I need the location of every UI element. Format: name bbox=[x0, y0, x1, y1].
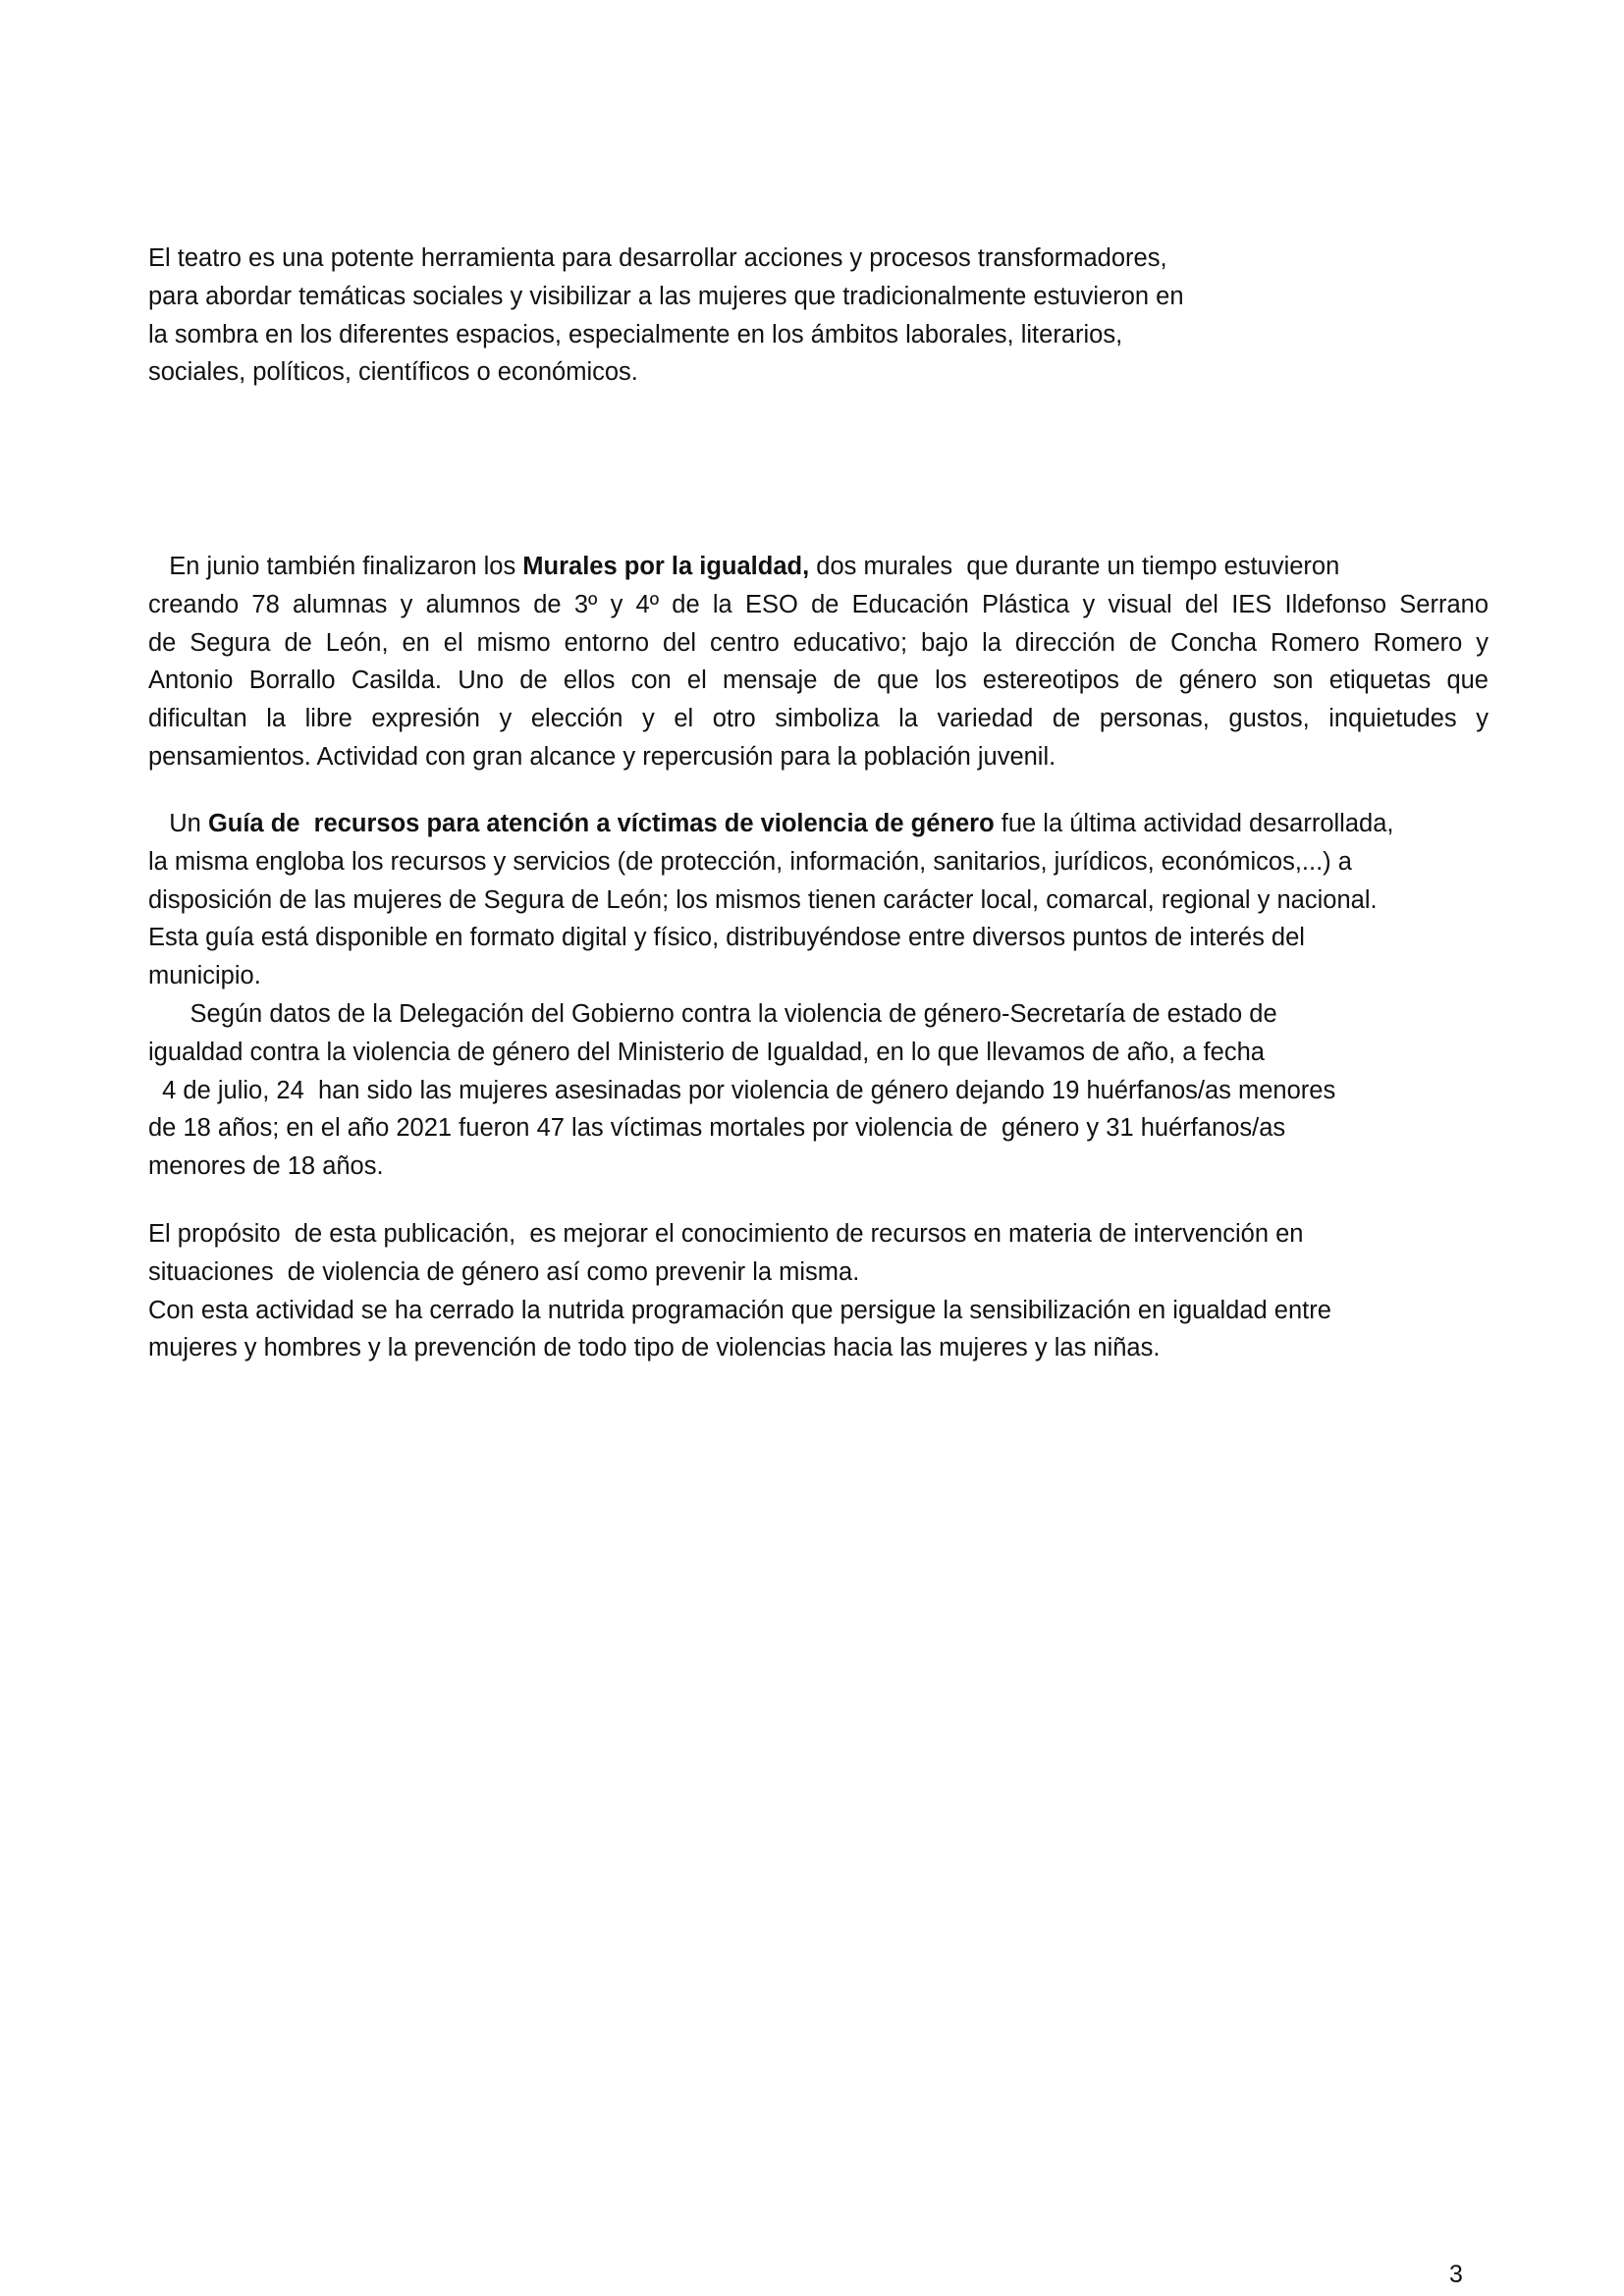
text-line: 4 de julio, 24 han sido las mujeres asesinadas por violencia de género dejando 19 huérfanos/as menores bbox=[148, 1076, 1336, 1104]
text-run: Un bbox=[148, 810, 208, 837]
text-line: Antonio Borrallo Casilda. Uno de ellos con el mensaje de que los estereotipos de género son etiquetas que bbox=[148, 667, 1489, 695]
text-line bbox=[148, 548, 1489, 586]
text-line: la sombra en los diferentes espacios, especialmente en los ámbitos laborales, literarios, bbox=[148, 320, 1123, 348]
text-line: El teatro es una potente herramienta para desarrollar acciones y procesos transformadores, bbox=[148, 244, 1167, 272]
text-line: de Segura de León, en el mismo entorno del centro educativo; bajo la dirección de Concha Romero Romero y bbox=[148, 628, 1489, 657]
text-line: la misma engloba los recursos y servicios (de protección, información, sanitarios, jurídicos, económicos,...) a bbox=[148, 847, 1352, 876]
text-run: En junio también finalizaron los bbox=[148, 553, 523, 580]
text-line: Esta guía está disponible en formato digital y físico, distribuyéndose entre diversos puntos de interés del bbox=[148, 924, 1305, 952]
paragraph-teatro bbox=[148, 240, 1184, 392]
text-line: Según datos de la Delegación del Gobierno contra la violencia de género-Secretaría de estado de bbox=[148, 999, 1277, 1028]
text-line: pensamientos. Actividad con gran alcance y repercusión para la población juvenil. bbox=[148, 742, 1056, 771]
text-line: dificultan la libre expresión y elección y el otro simboliza la variedad de personas, gustos, inquietudes y bbox=[148, 705, 1489, 733]
text-line: disposición de las mujeres de Segura de León; los mismos tienen carácter local, comarcal, regional y nacional. bbox=[148, 885, 1378, 914]
paragraph-proposito bbox=[148, 1215, 1331, 1367]
text-line: de 18 años; en el año 2021 fueron 47 las víctimas mortales por violencia de género y 31 huérfanos/as bbox=[148, 1114, 1286, 1143]
text-line: Con esta actividad se ha cerrado la nutrida programación que persigue la sensibilización en igualdad entre bbox=[148, 1296, 1331, 1324]
text-line: El propósito de esta publicación, es mejorar el conocimiento de recursos en materia de intervención en bbox=[148, 1220, 1304, 1248]
text-line: creando 78 alumnas y alumnos de 3º y 4º de la ESO de Educación Plástica y visual del IES Ildefonso Serrano bbox=[148, 590, 1489, 618]
text-line: sociales, políticos, científicos o económicos. bbox=[148, 358, 638, 387]
text-run: fue la última actividad desarrollada, bbox=[994, 810, 1394, 837]
text-line: municipio. bbox=[148, 962, 261, 990]
text-line: situaciones de violencia de género así como prevenir la misma. bbox=[148, 1257, 860, 1286]
text-line: igualdad contra la violencia de género del Ministerio de Igualdad, en lo que llevamos de año, a fecha bbox=[148, 1038, 1265, 1066]
paragraph-murales bbox=[148, 548, 1489, 776]
paragraph-guia-recursos bbox=[148, 805, 1393, 1186]
text-line: menores de 18 años. bbox=[148, 1152, 384, 1181]
bold-title-guia: Guía de recursos para atención a víctimas de violencia de género bbox=[207, 810, 995, 837]
text-line bbox=[148, 805, 1393, 843]
bold-title-murales: Murales por la igualdad, bbox=[522, 553, 810, 580]
page-number: 3 bbox=[1449, 2261, 1463, 2288]
text-line: mujeres y hombres y la prevención de todo tipo de violencias hacia las mujeres y las niñas. bbox=[148, 1334, 1161, 1362]
text-run: dos murales que durante un tiempo estuvieron bbox=[809, 553, 1340, 580]
text-line: para abordar temáticas sociales y visibilizar a las mujeres que tradicionalmente estuvieron en bbox=[148, 282, 1184, 310]
